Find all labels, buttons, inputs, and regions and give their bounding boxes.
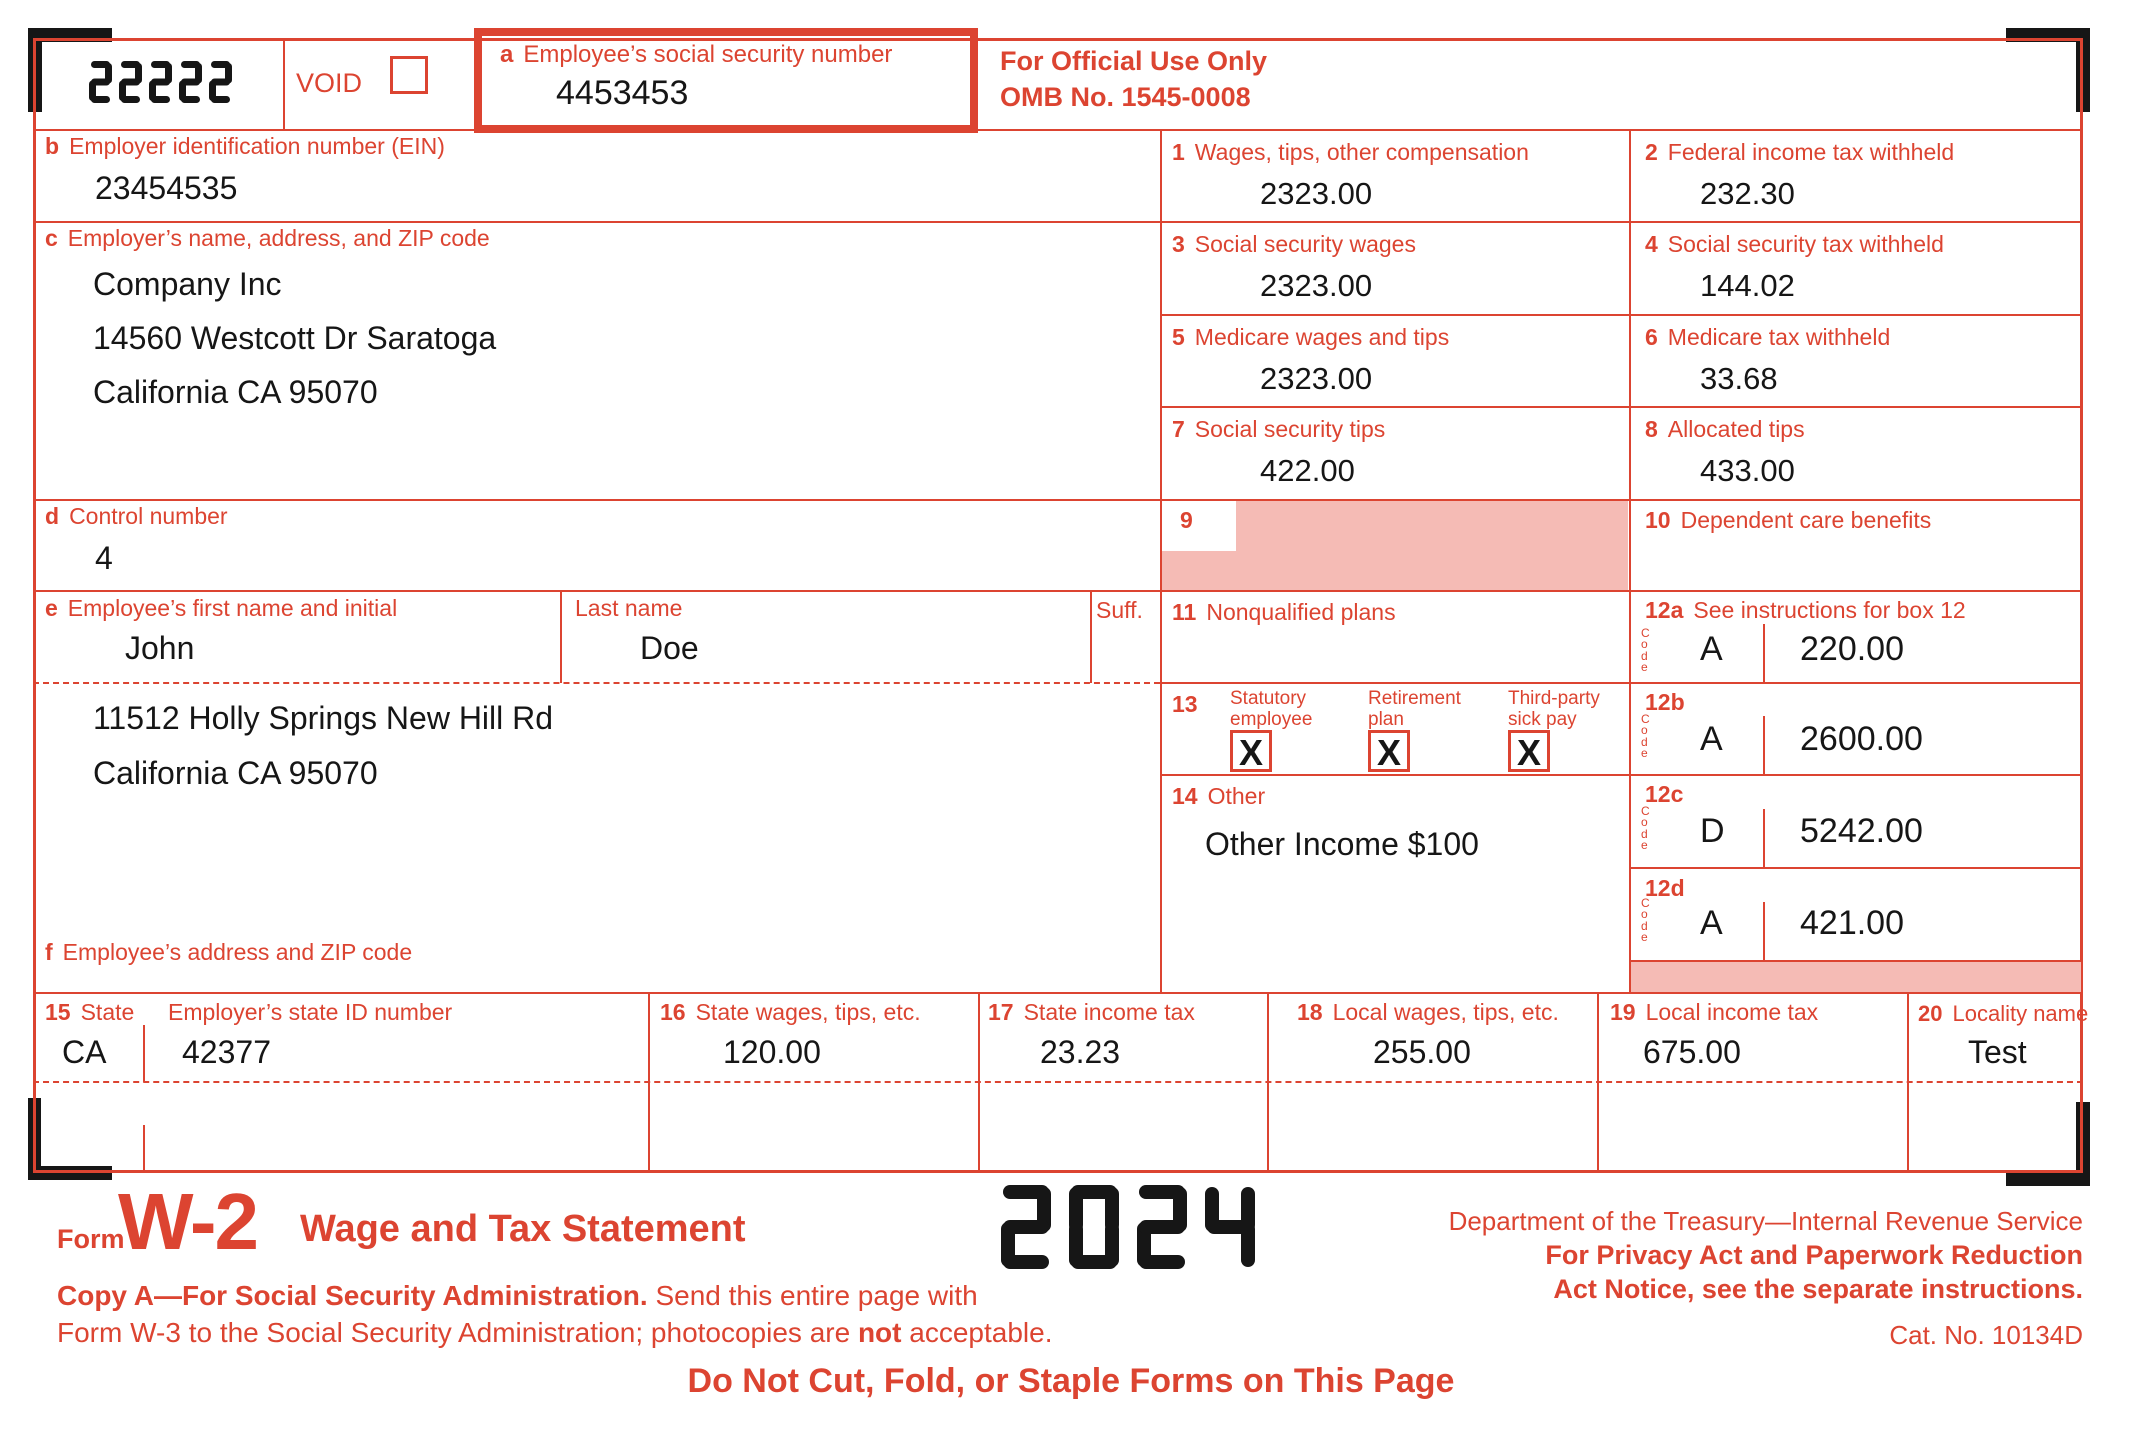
divider <box>33 499 2083 501</box>
divider <box>1160 129 1162 993</box>
box15-id-label: Employer’s state ID number <box>168 999 453 1025</box>
box8-label: 8 Allocated tips <box>1645 416 1805 442</box>
suffix-label: Suff. <box>1096 597 1143 623</box>
box9-label: 9 <box>1180 507 1193 533</box>
ssn-value: 4453453 <box>556 74 689 112</box>
box12b-amount: 2600.00 <box>1800 720 1923 758</box>
box-e-label: e Employee’s first name and initial <box>45 595 398 621</box>
omb-number: OMB No. 1545-0008 <box>1000 82 1251 112</box>
box12d-code: A <box>1700 904 1723 942</box>
form-title: Wage and Tax Statement <box>300 1208 746 1250</box>
copy-a-instructions-line2: Form W-3 to the Social Security Administration; photocopies are not acceptable. <box>57 1317 1053 1348</box>
employer-name: Company Inc <box>93 266 282 302</box>
copy-a-instructions-line1: Copy A—For Social Security Administration. Send this entire page with <box>57 1280 978 1311</box>
code-amount-divider <box>1763 902 1765 961</box>
third-party-sick-pay-label: Third-party sick pay <box>1508 688 1600 731</box>
statutory-employee-checkbox[interactable]: X <box>1230 730 1272 772</box>
divider-dashed <box>33 1081 2083 1083</box>
box18-label: 18 Local wages, tips, etc. <box>1297 999 1559 1025</box>
corner-mark <box>2006 1172 2090 1186</box>
first-name-value: John <box>125 630 195 666</box>
retirement-plan-checkbox[interactable]: X <box>1368 730 1410 772</box>
box6-value: 33.68 <box>1700 361 1778 396</box>
code-amount-divider <box>1763 809 1765 868</box>
box12a-code-caption: C o d e <box>1641 626 1650 675</box>
divider <box>1629 129 1631 993</box>
box12c-label: 12c <box>1645 781 1684 807</box>
box12c-code: D <box>1700 812 1725 850</box>
third-party-sick-pay-checkbox[interactable]: X <box>1508 730 1550 772</box>
box12b-label: 12b <box>1645 689 1685 715</box>
box7-value: 422.00 <box>1260 453 1355 488</box>
box3-label: 3 Social security wages <box>1172 231 1416 257</box>
form-number: W-2 <box>118 1177 258 1266</box>
box19-label: 19 Local income tax <box>1610 999 1819 1025</box>
box12b-code: A <box>1700 720 1723 758</box>
divider <box>1090 591 1092 683</box>
box-d-label: d Control number <box>45 503 228 529</box>
divider <box>1160 406 2083 408</box>
code-amount-divider <box>1763 624 1765 683</box>
divider <box>978 993 980 1173</box>
privacy-notice-line1: For Privacy Act and Paperwork Reduction <box>1545 1240 2083 1270</box>
divider <box>1267 993 1269 1173</box>
box20-label: 20 Locality name <box>1918 1001 2089 1026</box>
box14-value: Other Income $100 <box>1205 826 1479 862</box>
state-value: CA <box>62 1034 107 1070</box>
box3-value: 2323.00 <box>1260 268 1373 303</box>
retirement-plan-label: Retirement plan <box>1368 688 1461 731</box>
divider <box>1629 867 2083 869</box>
box10-label: 10 Dependent care benefits <box>1645 507 1932 533</box>
box2-value: 232.30 <box>1700 176 1795 211</box>
privacy-notice-line2: Act Notice, see the separate instructions. <box>1553 1274 2083 1304</box>
box2-label: 2 Federal income tax withheld <box>1645 139 1955 165</box>
state-id-value: 42377 <box>182 1034 271 1070</box>
box12c-code-caption: C o d e <box>1641 804 1650 853</box>
box1-label: 1 Wages, tips, other compensation <box>1172 139 1529 165</box>
do-not-cut-warning: Do Not Cut, Fold, or Staple Forms on This Page <box>687 1362 1455 1400</box>
divider <box>283 38 285 130</box>
divider <box>1160 314 2083 316</box>
box-f-label: f Employee’s address and ZIP code <box>45 939 413 965</box>
box15-label: 15 State <box>45 999 135 1025</box>
divider <box>1907 993 1909 1173</box>
divider <box>33 129 2083 131</box>
box1-value: 2323.00 <box>1260 176 1373 211</box>
box12d-label: 12d <box>1645 875 1685 901</box>
divider <box>560 591 562 683</box>
divider-dashed <box>33 682 1160 684</box>
divider <box>33 992 2083 994</box>
divider <box>1160 774 2083 776</box>
divider <box>33 590 2083 592</box>
box17-label: 17 State income tax <box>988 999 1195 1025</box>
box12a-amount: 220.00 <box>1800 630 1904 668</box>
official-use-label: For Official Use Only <box>1000 46 1268 76</box>
divider <box>143 1025 145 1082</box>
box13-label: 13 <box>1172 691 1198 717</box>
control-number-value: 4 <box>95 540 113 576</box>
employer-address: 14560 Westcott Dr Saratoga <box>93 320 497 356</box>
box-a-label: a Employee’s social security number <box>500 41 893 68</box>
box5-value: 2323.00 <box>1260 361 1373 396</box>
divider <box>1160 682 2083 684</box>
last-name-value: Doe <box>640 630 699 666</box>
shaded-strip-below-12d <box>1631 962 2081 992</box>
void-checkbox[interactable] <box>390 56 428 94</box>
box19-value: 675.00 <box>1643 1034 1741 1070</box>
box12a-label: 12a See instructions for box 12 <box>1645 597 1966 623</box>
divider <box>33 221 2083 223</box>
divider <box>1597 993 1599 1173</box>
statutory-employee-label: Statutory employee <box>1230 688 1313 731</box>
box12d-code-caption: C o d e <box>1641 896 1650 945</box>
box4-label: 4 Social security tax withheld <box>1645 231 1944 257</box>
divider <box>648 993 650 1173</box>
void-label: VOID <box>296 68 363 98</box>
ein-value: 23454535 <box>95 170 238 206</box>
box16-value: 120.00 <box>723 1034 821 1070</box>
box5-label: 5 Medicare wages and tips <box>1172 324 1450 350</box>
year-digits <box>1000 1184 1256 1275</box>
box20-value: Test <box>1968 1034 2027 1070</box>
employee-address-line1: 11512 Holly Springs New Hill Rd <box>93 700 554 736</box>
box17-value: 23.23 <box>1040 1034 1121 1070</box>
divider <box>1629 960 2083 962</box>
divider <box>143 1125 145 1173</box>
code-amount-divider <box>1763 716 1765 775</box>
box6-label: 6 Medicare tax withheld <box>1645 324 1891 350</box>
box18-value: 255.00 <box>1373 1034 1471 1070</box>
box12c-amount: 5242.00 <box>1800 812 1923 850</box>
employee-address-line2: California CA 95070 <box>93 755 378 791</box>
form-code-digits <box>88 60 233 109</box>
form-word: Form <box>57 1224 125 1254</box>
box4-value: 144.02 <box>1700 268 1795 303</box>
box7-label: 7 Social security tips <box>1172 416 1386 442</box>
box8-value: 433.00 <box>1700 453 1795 488</box>
box12a-code: A <box>1700 630 1723 668</box>
box14-label: 14 Other <box>1172 783 1266 809</box>
box12d-amount: 421.00 <box>1800 904 1904 942</box>
last-name-label: Last name <box>575 595 683 621</box>
box12b-code-caption: C o d e <box>1641 712 1650 761</box>
department-line: Department of the Treasury—Internal Revenue Service <box>1448 1206 2083 1236</box>
box-c-label: c Employer’s name, address, and ZIP code <box>45 225 490 251</box>
employer-city-state-zip: California CA 95070 <box>93 374 378 410</box>
box-b-label: b Employer identification number (EIN) <box>45 133 445 159</box>
box11-label: 11 Nonqualified plans <box>1172 599 1396 625</box>
box16-label: 16 State wages, tips, etc. <box>660 999 921 1025</box>
cat-number: Cat. No. 10134D <box>1889 1320 2083 1350</box>
